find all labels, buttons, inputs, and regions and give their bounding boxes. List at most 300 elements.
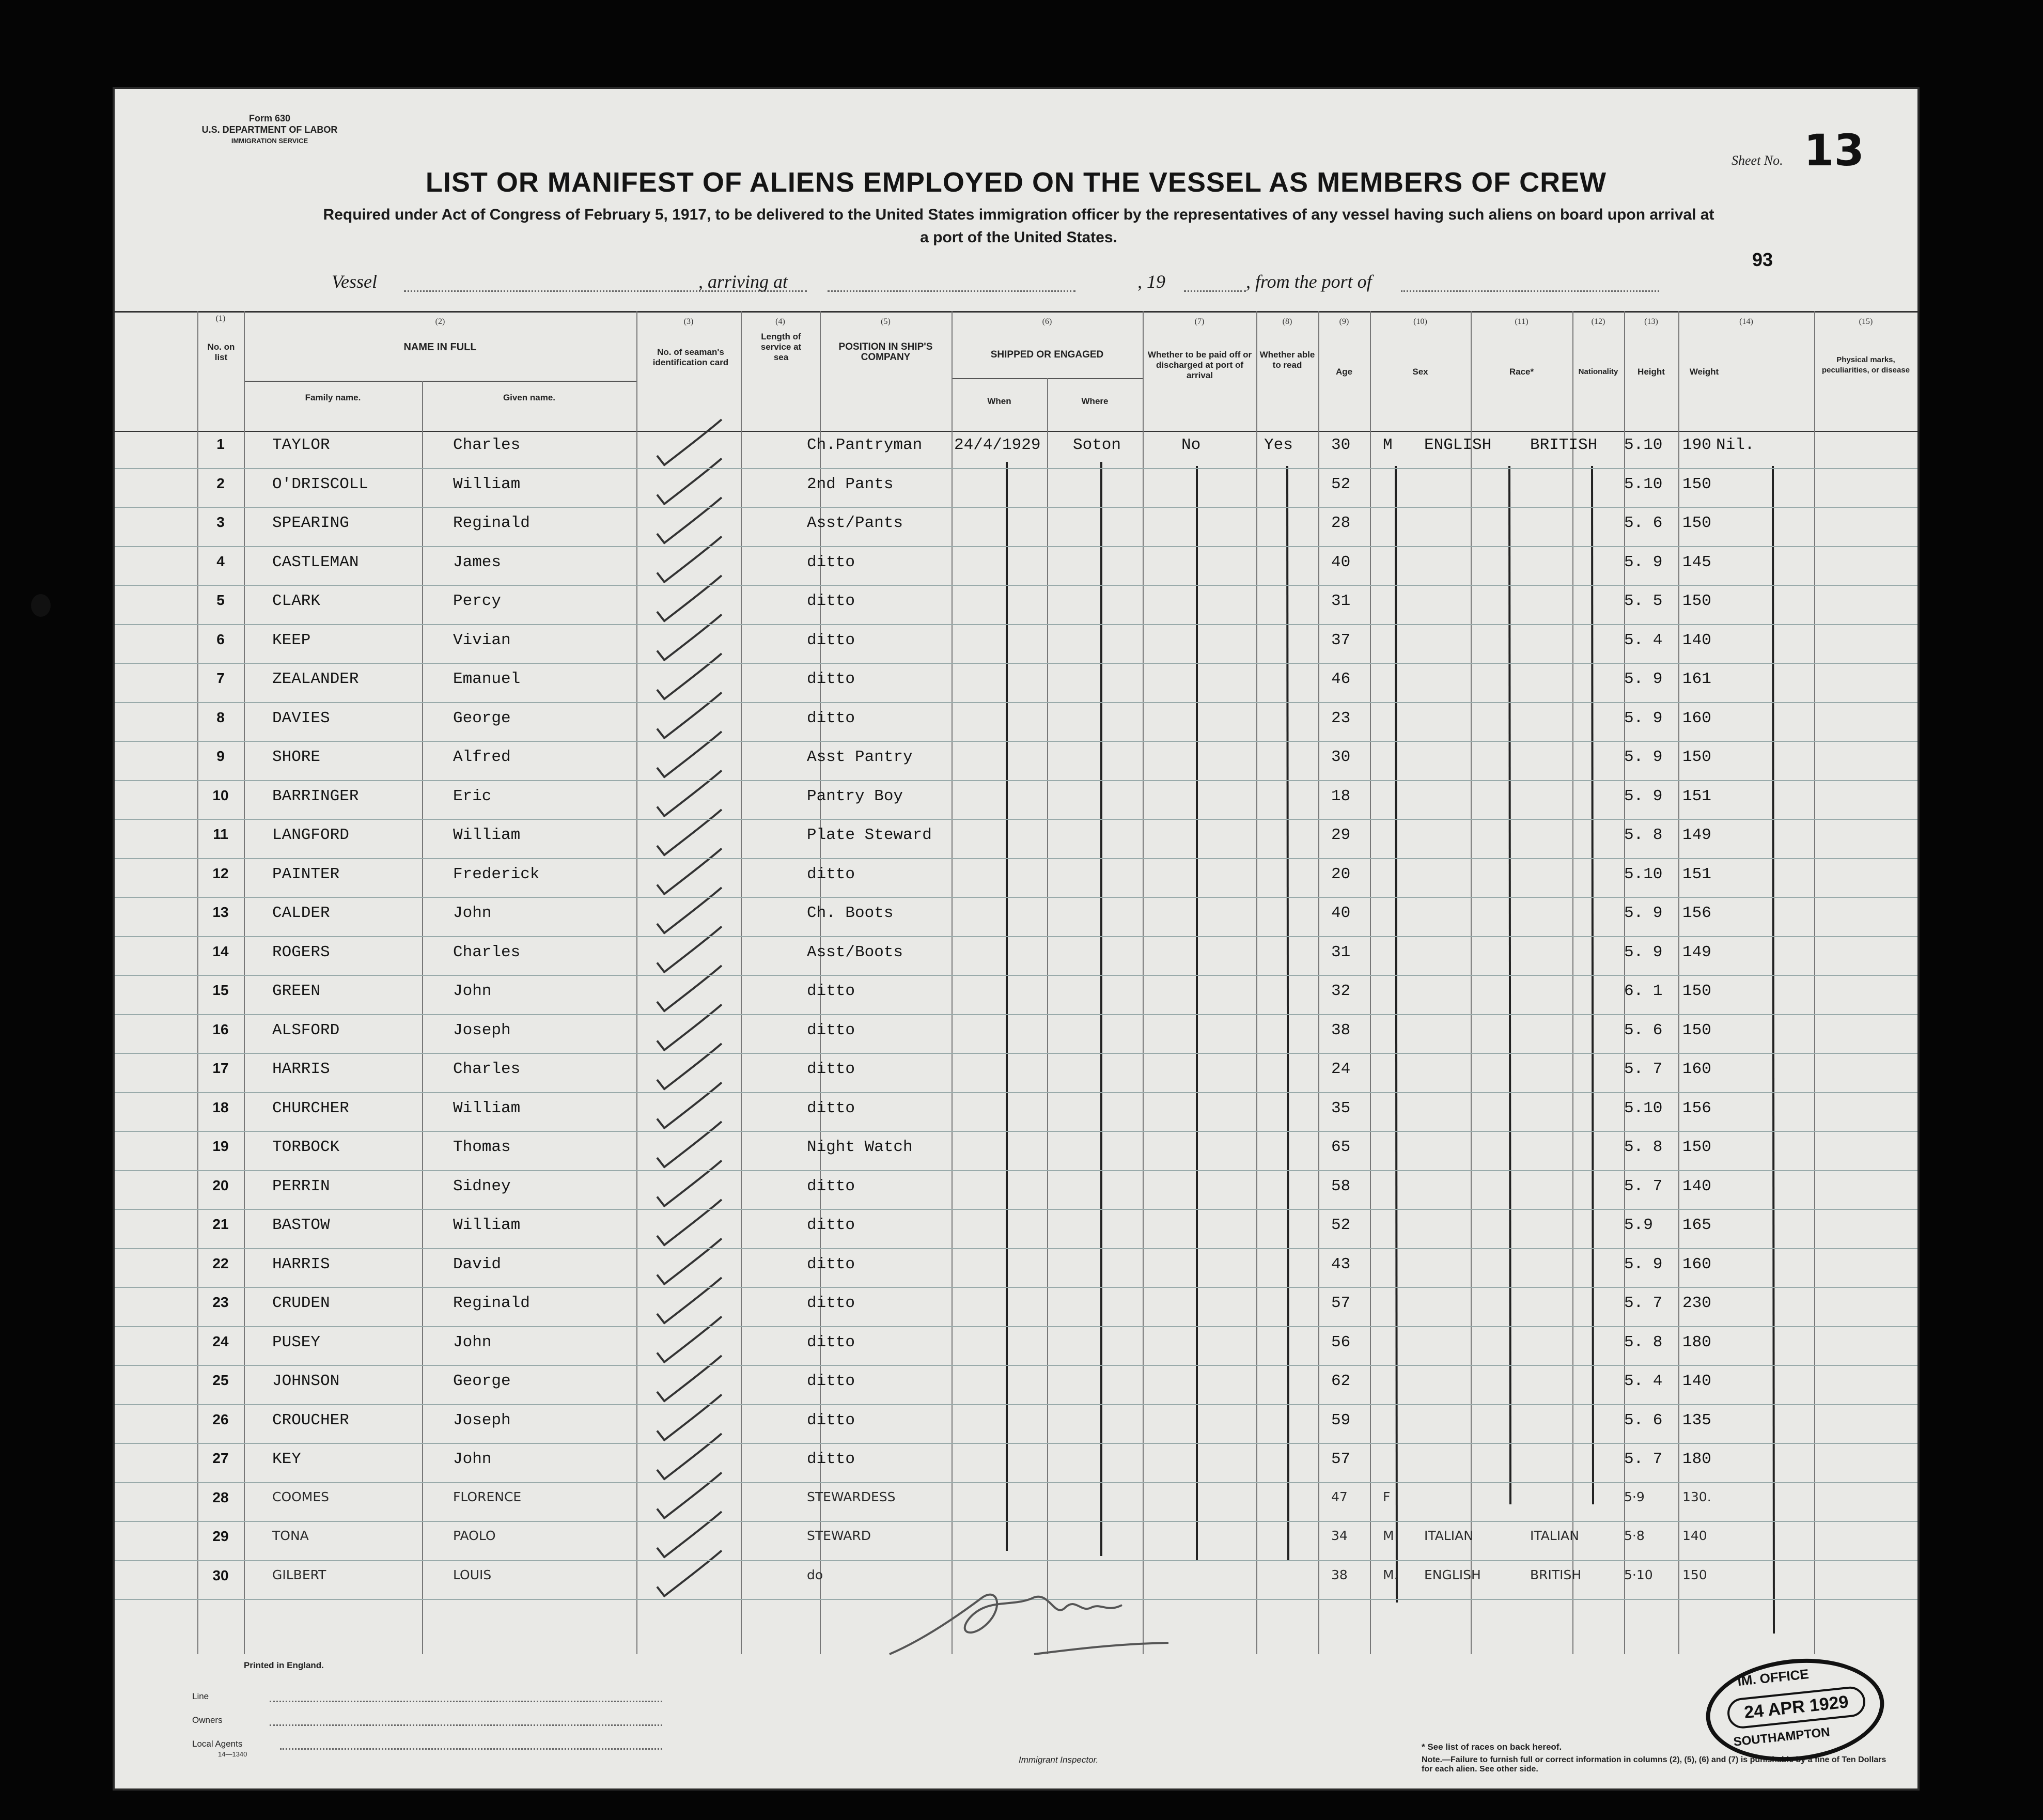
cell-height: 5. 7	[1624, 1060, 1663, 1078]
cell-age: 52	[1331, 1216, 1351, 1234]
cell-no: 26	[212, 1411, 229, 1427]
row-rule	[115, 1248, 1917, 1249]
cell-height: 5. 5	[1624, 592, 1663, 610]
owners-label: Owners	[192, 1715, 223, 1725]
row-rule	[115, 897, 1917, 898]
cell-position: Ch.Pantryman	[807, 436, 923, 454]
row-rule	[115, 1365, 1917, 1366]
col11-number: (11)	[1515, 317, 1529, 326]
cell-given: John	[453, 982, 492, 1000]
row-rule	[115, 858, 1917, 859]
col13-number: (13)	[1644, 317, 1658, 326]
check-mark	[657, 1551, 722, 1596]
cell-age: 32	[1331, 982, 1351, 1000]
cell-sex: M	[1383, 1528, 1394, 1543]
check-mark	[657, 1161, 722, 1206]
cell-weight: 145	[1682, 553, 1711, 571]
cell-given: Charles	[453, 943, 521, 961]
line-field	[270, 1701, 662, 1702]
cell-height: 5. 9	[1624, 943, 1663, 961]
cell-height: 5. 9	[1624, 748, 1663, 766]
cell-given: Alfred	[453, 748, 511, 766]
cell-no: 12	[212, 865, 229, 881]
col10-header: Sex	[1412, 367, 1428, 377]
cell-nationality: ITALIAN	[1530, 1528, 1579, 1543]
cell-height: 5. 8	[1624, 826, 1663, 844]
col7-number: (7)	[1194, 317, 1205, 326]
check-mark	[657, 419, 722, 465]
col14-number: (14)	[1739, 317, 1753, 326]
col3-header: No. of seaman's identification card	[652, 347, 729, 367]
cell-age: 46	[1331, 670, 1351, 688]
cell-family: GILBERT	[272, 1567, 326, 1582]
row-rule	[115, 936, 1917, 937]
cell-no: 7	[216, 670, 225, 686]
cell-position: ditto	[807, 865, 855, 883]
cell-weight: 150	[1682, 1567, 1707, 1582]
cell-read: Yes	[1264, 436, 1293, 454]
cell-given: David	[453, 1255, 502, 1273]
agents-field	[280, 1748, 662, 1750]
cell-weight: 160	[1682, 1060, 1711, 1078]
page-stamp-number: 93	[1752, 249, 1773, 270]
row-rule	[115, 624, 1917, 625]
cell-height: 5·8	[1624, 1528, 1645, 1543]
col1-header: No. on list	[207, 342, 235, 362]
sheet-number: 13	[1804, 125, 1864, 176]
cell-weight: 150	[1682, 982, 1711, 1000]
department-label: U.S. DEPARTMENT OF LABOR	[201, 125, 338, 135]
cell-position: ditto	[807, 553, 855, 571]
cell-position: ditto	[807, 1450, 855, 1468]
cell-position: ditto	[807, 1216, 855, 1234]
col9-header: Age	[1335, 367, 1353, 377]
page-title: LIST OR MANIFEST OF ALIENS EMPLOYED ON THE VESSEL AS MEMBERS OF CREW	[425, 167, 1607, 198]
cell-position: STEWARDESS	[807, 1489, 896, 1504]
stamp-date: 24 APR 1929	[1726, 1685, 1867, 1730]
cell-no: 16	[212, 1021, 229, 1037]
manifest-sheet	[113, 87, 1920, 1791]
col1-number: (1)	[215, 314, 226, 323]
where-header: Where	[1081, 396, 1109, 406]
cell-position: ditto	[807, 1021, 855, 1039]
row-rule	[115, 702, 1917, 703]
cell-given: John	[453, 1450, 492, 1468]
col8-number: (8)	[1282, 317, 1292, 326]
cell-family: TONA	[272, 1528, 309, 1543]
col4-header: Length of service at sea	[760, 332, 802, 362]
row-rule	[115, 507, 1917, 508]
cell-age: 57	[1331, 1294, 1351, 1312]
cell-given: Frederick	[453, 865, 540, 883]
cell-no: 28	[212, 1489, 229, 1505]
cell-position: ditto	[807, 1255, 855, 1273]
cell-family: COOMES	[272, 1489, 330, 1504]
cell-height: 5. 7	[1624, 1294, 1663, 1312]
cell-age: 24	[1331, 1060, 1351, 1078]
cell-age: 31	[1331, 592, 1351, 610]
check-mark	[657, 771, 722, 816]
cell-given: William	[453, 826, 521, 844]
manifest-table	[115, 311, 1917, 1654]
cell-age: 31	[1331, 943, 1351, 961]
check-mark	[657, 1200, 722, 1245]
cell-height: 5.10	[1624, 865, 1663, 883]
cell-family: ROGERS	[272, 943, 330, 961]
cell-race: ITALIAN	[1424, 1528, 1473, 1543]
stamp-place: SOUTHAMPTON	[1733, 1725, 1831, 1749]
col5-header: POSITION IN SHIP'S COMPANY	[838, 341, 933, 363]
cell-age: 43	[1331, 1255, 1351, 1273]
cell-position: ditto	[807, 592, 855, 610]
cell-weight: 140	[1682, 1177, 1711, 1195]
cell-nationality: BRITISH	[1530, 436, 1598, 454]
check-mark	[657, 575, 722, 621]
cell-position: Asst Pantry	[807, 748, 913, 766]
col8-header: Whether able to read	[1259, 350, 1315, 370]
check-mark	[657, 1122, 722, 1167]
cell-family: GREEN	[272, 982, 321, 1000]
cell-position: ditto	[807, 709, 855, 727]
cell-family: BASTOW	[272, 1216, 330, 1234]
row-rule	[115, 468, 1917, 469]
cell-family: CLARK	[272, 592, 321, 610]
cell-position: Ch. Boots	[807, 904, 894, 922]
cell-no: 30	[212, 1567, 229, 1583]
cell-height: 5. 8	[1624, 1138, 1663, 1156]
cell-position: ditto	[807, 1411, 855, 1429]
cell-age: 30	[1331, 436, 1351, 454]
cell-when: 24/4/1929	[954, 436, 1041, 454]
check-mark	[657, 810, 722, 855]
cell-height: 5. 6	[1624, 1411, 1663, 1429]
cell-weight: 156	[1682, 1099, 1711, 1117]
cell-given: Joseph	[453, 1411, 511, 1429]
cell-position: 2nd Pants	[807, 475, 894, 493]
cell-age: 58	[1331, 1177, 1351, 1195]
cell-family: CRUDEN	[272, 1294, 330, 1312]
cell-weight: 150	[1682, 748, 1711, 766]
check-mark	[657, 1395, 722, 1440]
cell-no: 18	[212, 1099, 229, 1115]
check-mark	[657, 497, 722, 543]
cell-weight: 140	[1682, 631, 1711, 649]
row-rule	[115, 819, 1917, 820]
inspector-signature	[879, 1577, 1241, 1670]
cell-height: 5. 4	[1624, 631, 1663, 649]
col4-number: (4)	[775, 317, 785, 326]
cell-no: 27	[212, 1450, 229, 1466]
cell-age: 38	[1331, 1567, 1348, 1582]
line-label: Line	[192, 1691, 209, 1701]
cell-weight: 151	[1682, 787, 1711, 805]
row-rule	[115, 1326, 1917, 1327]
port-field	[1401, 290, 1659, 292]
family-name-header: Family name.	[305, 393, 361, 402]
cell-given: Percy	[453, 592, 502, 610]
cell-family: PERRIN	[272, 1177, 330, 1195]
given-name-header: Given name.	[503, 393, 556, 402]
cell-height: 5.10	[1624, 475, 1663, 493]
vessel-label: Vessel	[332, 271, 377, 292]
cell-weight: 150	[1682, 592, 1711, 610]
cell-weight: 150	[1682, 1138, 1711, 1156]
cell-weight: 149	[1682, 943, 1711, 961]
cell-no: 11	[213, 826, 228, 842]
row-rule	[115, 1560, 1917, 1561]
cell-age: 62	[1331, 1372, 1351, 1390]
cell-no: 3	[216, 514, 225, 530]
cell-weight: 161	[1682, 670, 1711, 688]
inspector-label: Immigrant Inspector.	[1019, 1755, 1099, 1765]
check-mark	[657, 1473, 722, 1518]
cell-height: 6. 1	[1624, 982, 1663, 1000]
cell-no: 24	[212, 1333, 229, 1349]
form-number: Form 630	[248, 113, 291, 123]
cell-age: 34	[1331, 1528, 1348, 1543]
cell-height: 5. 6	[1624, 514, 1663, 532]
cell-race: ENGLISH	[1424, 1567, 1481, 1582]
row-rule	[115, 1443, 1917, 1444]
cell-height: 5. 4	[1624, 1372, 1663, 1390]
cell-family: CROUCHER	[272, 1411, 349, 1429]
col15-number: (15)	[1859, 317, 1873, 326]
check-mark	[657, 459, 722, 504]
cell-height: 5.10	[1624, 436, 1663, 454]
check-mark	[657, 849, 722, 894]
check-mark	[657, 732, 722, 777]
cell-given: John	[453, 904, 492, 922]
cell-given: LOUIS	[453, 1567, 492, 1582]
col3-number: (3)	[683, 317, 694, 326]
check-mark	[657, 654, 722, 699]
col6-header: SHIPPED OR ENGAGED	[990, 349, 1104, 360]
year-label: , 19	[1137, 271, 1165, 292]
cell-no: 2	[216, 475, 225, 491]
cell-age: 30	[1331, 748, 1351, 766]
cell-no: 4	[216, 553, 225, 569]
year-field	[1184, 290, 1246, 292]
col2-header: NAME IN FULL	[403, 341, 477, 353]
form-code: 14—1340	[218, 1750, 247, 1758]
cell-race: ENGLISH	[1424, 436, 1492, 454]
col5-number: (5)	[881, 317, 891, 326]
cell-given: Vivian	[453, 631, 511, 649]
cell-weight: 140	[1682, 1372, 1711, 1390]
cell-family: LANGFORD	[272, 826, 349, 844]
southampton-date-stamp	[1701, 1650, 1890, 1769]
penalty-note: Note.—Failure to furnish full or correct information in columns (2), (5), (6) and (7) is punishable by a fine of Ten Dollars for each alien. See other side.	[1422, 1755, 1886, 1774]
cell-sex: M.	[1383, 1567, 1398, 1582]
port-label: , from the port of	[1246, 271, 1372, 292]
row-rule	[115, 1404, 1917, 1405]
row-rule	[115, 741, 1917, 742]
cell-no: 14	[212, 943, 229, 959]
cell-age: 23	[1331, 709, 1351, 727]
check-mark	[657, 1005, 722, 1050]
cell-no: 25	[212, 1372, 229, 1388]
cell-height: 5. 9	[1624, 709, 1663, 727]
cell-position: Asst/Boots	[807, 943, 903, 961]
cell-weight: 150	[1682, 514, 1711, 532]
cell-position: ditto	[807, 1060, 855, 1078]
cell-no: 17	[212, 1060, 229, 1076]
cell-height: 5. 7	[1624, 1177, 1663, 1195]
cell-given: James	[453, 553, 502, 571]
cell-age: 29	[1331, 826, 1351, 844]
cell-sex: F	[1383, 1489, 1391, 1504]
cell-position: ditto	[807, 631, 855, 649]
cell-height: 5. 9	[1624, 553, 1663, 571]
cell-height: 5. 9	[1624, 670, 1663, 688]
form-header	[192, 113, 347, 147]
col9-number: (9)	[1339, 317, 1349, 326]
cell-no: 9	[216, 748, 225, 764]
arriving-field	[828, 290, 1075, 292]
cell-given: George	[453, 709, 511, 727]
cell-given: George	[453, 1372, 511, 1390]
col10-number: (10)	[1413, 317, 1427, 326]
cell-height: 5. 9	[1624, 904, 1663, 922]
row-rule	[115, 1521, 1917, 1522]
cell-no: 1	[216, 436, 225, 452]
cell-given: William	[453, 475, 521, 493]
cell-given: PAOLO	[453, 1528, 496, 1543]
cell-age: 47	[1331, 1489, 1348, 1504]
cell-position: ditto	[807, 1294, 855, 1312]
cell-no: 13	[212, 904, 229, 920]
cell-given: Joseph	[453, 1021, 511, 1039]
row-rule	[115, 1053, 1917, 1054]
cell-weight: 180	[1682, 1333, 1711, 1351]
cell-no: 6	[216, 631, 225, 647]
cell-weight: 160	[1682, 709, 1711, 727]
cell-family: KEEP	[272, 631, 311, 649]
cell-family: CALDER	[272, 904, 330, 922]
cell-age: 56	[1331, 1333, 1351, 1351]
printed-note: Printed in England.	[244, 1660, 324, 1670]
row-rule	[115, 1170, 1917, 1171]
cell-weight: 160	[1682, 1255, 1711, 1273]
cell-weight: 151	[1682, 865, 1711, 883]
cell-family: SPEARING	[272, 514, 349, 532]
cell-given: Eric	[453, 787, 492, 805]
cell-family: PUSEY	[272, 1333, 321, 1351]
cell-position: STEWARD	[807, 1528, 871, 1543]
check-mark	[657, 1278, 722, 1323]
cell-weight: 190	[1682, 436, 1711, 454]
cell-age: 18	[1331, 787, 1351, 805]
cell-given: Emanuel	[453, 670, 521, 688]
cell-position: Asst/Pants	[807, 514, 903, 532]
cell-position: ditto	[807, 1372, 855, 1390]
row-rule	[115, 1287, 1917, 1288]
cell-position: Plate Steward	[807, 826, 932, 844]
cell-no: 15	[212, 982, 229, 998]
cell-family: ALSFORD	[272, 1021, 340, 1039]
cell-given: Reginald	[453, 1294, 530, 1312]
punch-hole	[31, 594, 51, 617]
when-header: When	[987, 396, 1011, 406]
cell-given: Charles	[453, 1060, 521, 1078]
service-label: IMMIGRATION SERVICE	[231, 137, 308, 145]
cell-given: William	[453, 1216, 521, 1234]
cell-position: Pantry Boy	[807, 787, 903, 805]
cell-position: ditto	[807, 670, 855, 688]
arriving-label: , arriving at	[698, 271, 788, 292]
col12-header: Nationality	[1578, 367, 1618, 376]
cell-weight: 130.	[1682, 1489, 1711, 1504]
cell-where: Soton	[1073, 436, 1121, 454]
cell-age: 35	[1331, 1099, 1351, 1117]
row-rule	[115, 1131, 1917, 1132]
cell-family: CASTLEMAN	[272, 553, 359, 571]
check-mark	[657, 927, 722, 972]
col13-header: Height	[1637, 367, 1665, 377]
cell-height: 5. 9	[1624, 1255, 1663, 1273]
cell-age: 57	[1331, 1450, 1351, 1468]
cell-family: TORBOCK	[272, 1138, 340, 1156]
col6-number: (6)	[1042, 317, 1052, 326]
cell-given: FLORENCE	[453, 1489, 522, 1504]
cell-given: Reginald	[453, 514, 530, 532]
cell-height: 5. 9	[1624, 787, 1663, 805]
cell-height: 5.10	[1624, 1099, 1663, 1117]
cell-position: ditto	[807, 1099, 855, 1117]
cell-family: TAYLOR	[272, 436, 330, 454]
cell-age: 40	[1331, 904, 1351, 922]
row-rule	[115, 1092, 1917, 1093]
cell-height: 5.9	[1624, 1216, 1653, 1234]
cell-no: 19	[212, 1138, 229, 1154]
cell-no: 8	[216, 709, 225, 725]
cell-family: JOHNSON	[272, 1372, 340, 1390]
cell-family: HARRIS	[272, 1060, 330, 1078]
cell-age: 37	[1331, 631, 1351, 649]
check-mark	[657, 1083, 722, 1128]
cell-position: ditto	[807, 1177, 855, 1195]
check-mark	[657, 1356, 722, 1401]
cell-no: 10	[212, 787, 229, 803]
cell-age: 40	[1331, 553, 1351, 571]
owners-field	[270, 1724, 662, 1726]
row-rule	[115, 975, 1917, 976]
cell-age: 59	[1331, 1411, 1351, 1429]
cell-position: ditto	[807, 1333, 855, 1351]
cell-no: 22	[212, 1255, 229, 1271]
stamp-top-text: IM. OFFICE	[1737, 1666, 1810, 1689]
cell-given: Sidney	[453, 1177, 511, 1195]
row-rule	[115, 546, 1917, 547]
cell-weight: 150	[1682, 475, 1711, 493]
races-note: * See list of races on back hereof.	[1422, 1742, 1562, 1752]
col7-header: Whether to be paid off or discharged at port of arrival	[1147, 350, 1252, 380]
cell-weight: 149	[1682, 826, 1711, 844]
cell-weight: 156	[1682, 904, 1711, 922]
cell-family: DAVIES	[272, 709, 330, 727]
cell-age: 52	[1331, 475, 1351, 493]
cell-no: 20	[212, 1177, 229, 1193]
check-mark	[657, 1044, 722, 1089]
cell-no: 29	[212, 1528, 229, 1544]
check-mark	[657, 1317, 722, 1362]
check-mark	[657, 966, 722, 1011]
cell-family: HARRIS	[272, 1255, 330, 1273]
col12-number: (12)	[1591, 317, 1605, 326]
cell-position: do	[807, 1567, 823, 1582]
cell-no: 21	[212, 1216, 229, 1232]
check-mark	[657, 1512, 722, 1557]
